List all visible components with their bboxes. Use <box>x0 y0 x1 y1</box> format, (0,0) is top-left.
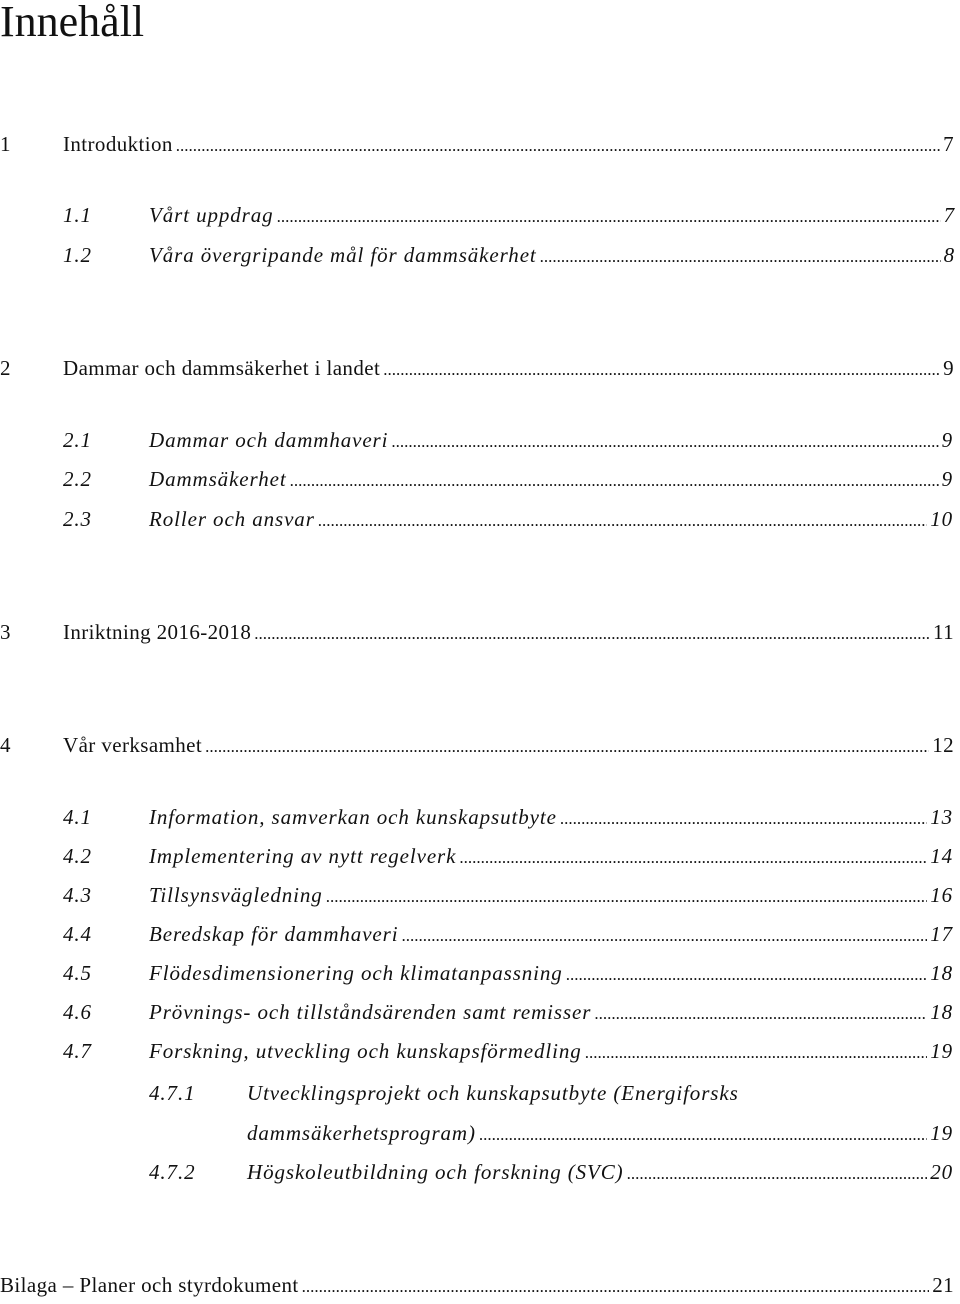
toc-page: 10 <box>930 507 953 531</box>
toc-title: Information, samverkan och kunskapsutbyte <box>149 805 557 829</box>
toc-number: 4.3 <box>63 883 92 907</box>
toc-title: Flödesdimensionering och klimatanpassning <box>149 961 563 985</box>
toc-leader <box>540 238 941 274</box>
toc-entry-4[interactable] <box>0 728 954 762</box>
toc-leader <box>401 917 927 953</box>
toc-number: 4.1 <box>63 805 92 829</box>
toc-entry-1-2[interactable] <box>63 238 955 272</box>
toc-entry-1[interactable] <box>0 127 954 161</box>
toc-title: Bilaga – Planer och styrdokument <box>0 1273 299 1297</box>
toc-leader <box>318 502 927 538</box>
toc-page: 12 <box>932 733 954 757</box>
toc-leader <box>566 956 927 992</box>
toc-leader <box>594 995 927 1031</box>
toc-number: 4.6 <box>63 1000 92 1024</box>
toc-page: 11 <box>932 620 954 644</box>
toc-leader <box>326 878 927 914</box>
toc-title: Våra övergripande mål för dammsäkerhet <box>149 243 537 267</box>
toc-page: 8 <box>943 243 955 267</box>
toc-title-continued: dammsäkerhetsprogram) <box>247 1121 476 1145</box>
toc-entry-4-7-1-line2[interactable] <box>247 1116 953 1150</box>
toc-title: Dammar och dammsäkerhet i landet <box>63 356 381 380</box>
toc-number: 3 <box>0 620 11 644</box>
toc-title: Tillsynsvägledning <box>149 883 323 907</box>
toc-leader <box>391 423 938 459</box>
toc-leader <box>205 728 929 764</box>
toc-entry-4-6[interactable] <box>63 995 953 1029</box>
toc-number: 2.2 <box>63 467 92 491</box>
toc-title: Implementering av nytt regelverk <box>149 844 457 868</box>
toc-number: 4.5 <box>63 961 92 985</box>
toc-leader <box>627 1155 928 1191</box>
toc-page: 18 <box>930 1000 953 1024</box>
toc-number: 4.7.2 <box>149 1160 196 1184</box>
toc-page: 20 <box>930 1160 953 1184</box>
toc-page: 7 <box>943 203 955 227</box>
toc-title: Vår verksamhet <box>63 733 203 757</box>
toc-page: 19 <box>930 1121 953 1145</box>
toc-number: 4.2 <box>63 844 92 868</box>
page-title: Innehåll <box>0 0 145 46</box>
toc-title: Beredskap för dammhaveri <box>149 922 399 946</box>
toc-page: 16 <box>930 883 953 907</box>
toc-number: 4.4 <box>63 922 92 946</box>
toc-title: Utvecklingsprojekt och kunskapsutbyte (Energiforsks <box>247 1081 739 1105</box>
toc-entry-3[interactable] <box>0 615 954 649</box>
toc-page: 9 <box>941 467 953 491</box>
toc-entry-4-7[interactable] <box>63 1034 953 1068</box>
toc-leader <box>585 1034 928 1070</box>
toc-title: Prövnings- och tillståndsärenden samt remisser <box>149 1000 592 1024</box>
toc-leader <box>383 351 940 387</box>
toc-page: 17 <box>930 922 953 946</box>
toc-leader <box>290 462 939 498</box>
toc-number: 4.7 <box>63 1039 92 1063</box>
toc-leader <box>176 127 940 163</box>
toc-leader <box>459 839 927 875</box>
toc-title: Dammar och dammhaveri <box>149 428 389 452</box>
toc-entry-4-1[interactable] <box>63 800 953 834</box>
toc-entry-4-7-1-line1[interactable] <box>149 1076 739 1110</box>
toc-page: 13 <box>930 805 953 829</box>
toc-entry-1-1[interactable] <box>63 198 955 232</box>
toc-entry-4-3[interactable] <box>63 878 953 912</box>
toc-title: Introduktion <box>63 132 173 156</box>
toc-entry-2-1[interactable] <box>63 423 953 457</box>
toc-page: 9 <box>941 428 953 452</box>
toc-leader <box>479 1116 927 1152</box>
toc-title: Dammsäkerhet <box>149 467 287 491</box>
toc-entry-4-2[interactable] <box>63 839 953 873</box>
toc-leader <box>277 198 941 234</box>
toc-number: 2 <box>0 356 11 380</box>
toc-number: 1.1 <box>63 203 92 227</box>
toc-page: 7 <box>943 132 954 156</box>
toc-entry-2-3[interactable] <box>63 502 953 536</box>
toc-number: 2.1 <box>63 428 92 452</box>
toc-number: 1.2 <box>63 243 92 267</box>
toc-number: 1 <box>0 132 11 156</box>
toc-title: Inriktning 2016-2018 <box>63 620 252 644</box>
toc-entry-4-5[interactable] <box>63 956 953 990</box>
toc-entry-4-7-2[interactable] <box>149 1155 953 1189</box>
toc-entry-appendix[interactable] <box>0 1268 954 1302</box>
toc-leader <box>560 800 927 836</box>
toc-number: 2.3 <box>63 507 92 531</box>
toc-title: Roller och ansvar <box>149 507 315 531</box>
toc-page: 19 <box>930 1039 953 1063</box>
toc-entry-2-2[interactable] <box>63 462 953 496</box>
toc-page: 21 <box>932 1273 954 1297</box>
toc-page: 9 <box>943 356 954 380</box>
toc-page: 18 <box>930 961 953 985</box>
toc-entry-4-4[interactable] <box>63 917 953 951</box>
toc-number: 4 <box>0 733 11 757</box>
toc-title: Högskoleutbildning och forskning (SVC) <box>247 1160 624 1184</box>
toc-title: Vårt uppdrag <box>149 203 274 227</box>
toc-title: Forskning, utveckling och kunskapsförmedling <box>149 1039 582 1063</box>
toc-page: 14 <box>930 844 953 868</box>
toc-number: 4.7.1 <box>149 1081 196 1105</box>
toc-entry-2[interactable] <box>0 351 954 385</box>
toc-leader <box>254 615 930 651</box>
